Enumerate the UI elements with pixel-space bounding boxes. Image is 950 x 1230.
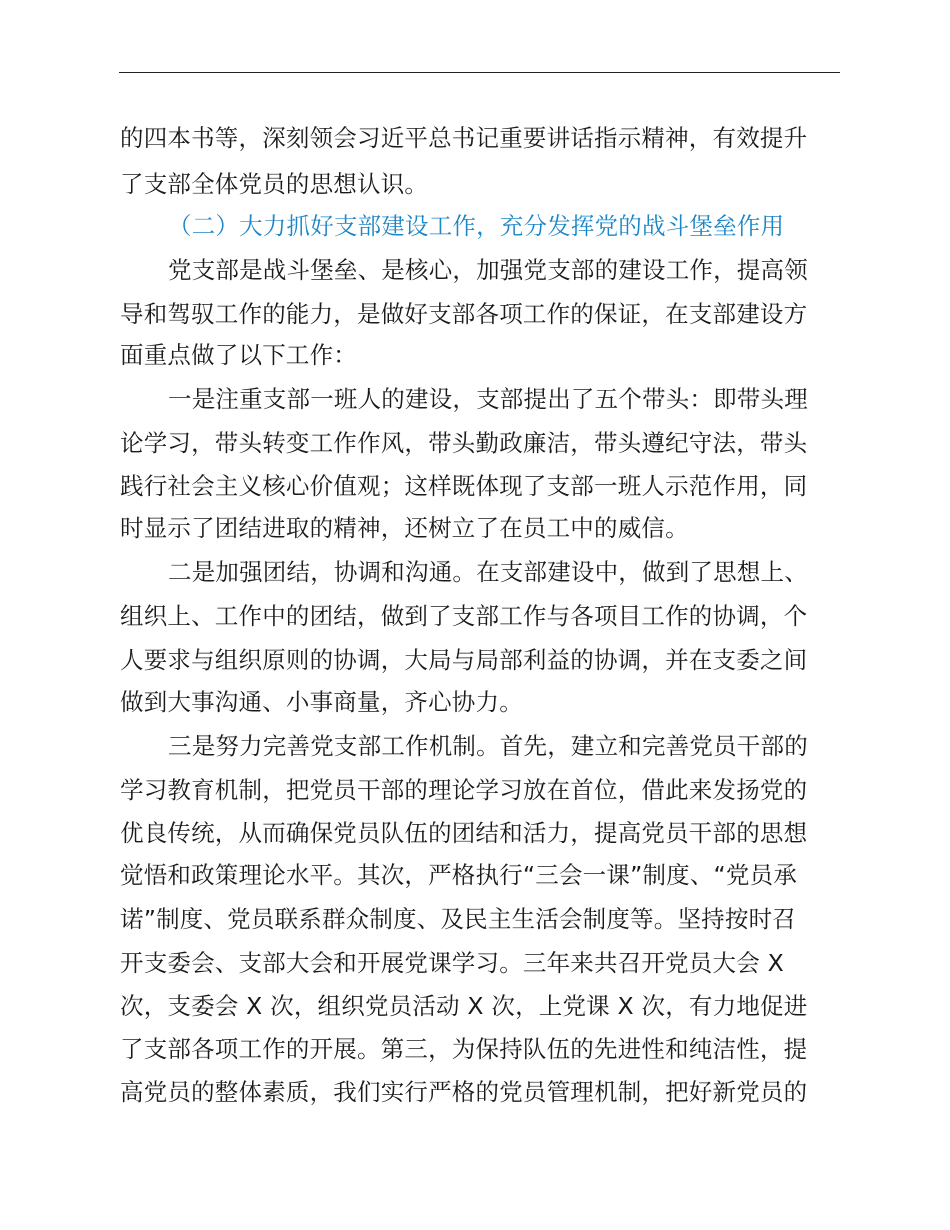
body-line: 时显示了团结进取的精神，还树立了在员工中的威信。 (120, 514, 689, 542)
body-line: 开支委会、支部大会和开展党课学习。三年来共召开党员大会 X (120, 949, 784, 977)
body-line: 次，支委会 X 次，组织党员活动 X 次，上党课 X 次，有力地促进 (120, 992, 808, 1020)
body-line: 导和驾驭工作的能力，是做好支部各项工作的保证，在支部建设方 (120, 300, 808, 328)
body-line: 了支部全体党员的思想认识。 (120, 170, 429, 198)
body-line: 觉悟和政策理论水平。其次，严格执行“三会一课”制度、“党员承 (120, 861, 798, 889)
section-heading: （二）大力抓好支部建设工作，充分发挥党的战斗堡垒作用 (168, 212, 785, 240)
body-line: 做到大事沟通、小事商量，齐心协力。 (120, 688, 523, 716)
body-line: 诺”制度、党员联系群众制度、及民主生活会制度等。坚持按时召 (120, 905, 796, 933)
body-line: 论学习，带头转变工作作风，带头勤政廉洁，带头遵纪守法，带头 (120, 429, 808, 457)
body-line: 了支部各项工作的开展。第三，为保持队伍的先进性和纯洁性，提 (120, 1035, 808, 1063)
body-line: 优良传统，从而确保党员队伍的团结和活力，提高党员干部的思想 (120, 819, 808, 847)
body-line: 高党员的整体素质，我们实行严格的党员管理机制，把好新党员的 (120, 1078, 808, 1106)
paragraph-first-line: 一是注重支部一班人的建设，支部提出了五个带头：即带头理 (168, 385, 808, 413)
header-rule (119, 72, 840, 73)
paragraph-first-line: 党支部是战斗堡垒、是核心，加强党支部的建设工作，提高领 (168, 256, 808, 284)
paragraph-first-line: 二是加强团结，协调和沟通。在支部建设中，做到了思想上、 (168, 558, 808, 586)
body-line: 学习教育机制，把党员干部的理论学习放在首位，借此来发扬党的 (120, 776, 808, 804)
paragraph-first-line: 三是努力完善党支部工作机制。首先，建立和完善党员干部的 (168, 732, 808, 760)
body-line: 的四本书等，深刻领会习近平总书记重要讲话指示精神，有效提升 (120, 124, 808, 152)
body-line: 践行社会主义核心价值观；这样既体现了支部一班人示范作用，同 (120, 472, 808, 500)
body-line: 人要求与组织原则的协调，大局与局部利益的协调，并在支委之间 (120, 646, 808, 674)
body-line: 组织上、工作中的团结，做到了支部工作与各项目工作的协调，个 (120, 602, 808, 630)
body-line: 面重点做了以下工作： (120, 341, 357, 369)
